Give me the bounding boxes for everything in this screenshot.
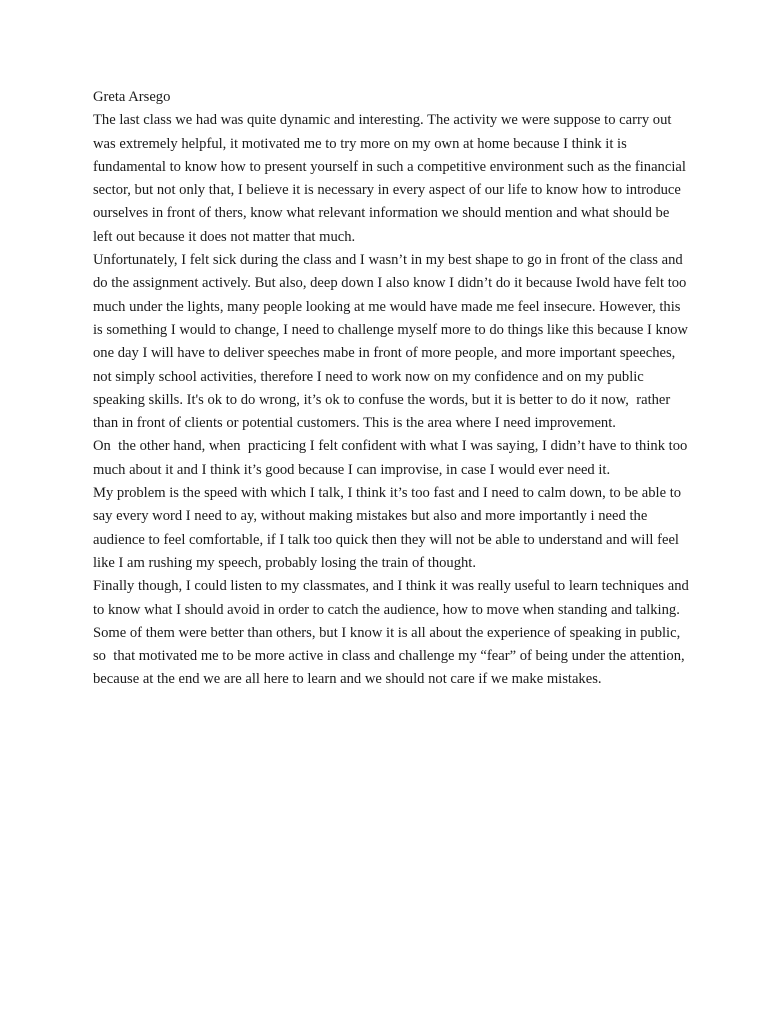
text-line: Unfortunately, I felt sick during the class and I wasn’t in my best shape to go in front of the class and bbox=[93, 252, 683, 269]
text-line: ourselves in front of thers, know what relevant information we should mention and what should be bbox=[93, 205, 670, 222]
text-line: My problem is the speed with which I talk, I think it’s too fast and I need to calm down, to be able to bbox=[93, 485, 682, 502]
text-line: say every word I need to ay, without making mistakes but also and more importantly i need the bbox=[93, 508, 648, 525]
text-line: is something I would to change, I need to challenge myself more to do things like this because I know bbox=[93, 321, 688, 338]
text-line: sector, but not only that, I believe it is necessary in every aspect of our life to know how to introduce bbox=[93, 182, 681, 199]
author-name: Greta Arsego bbox=[93, 89, 171, 105]
document-body bbox=[93, 86, 733, 692]
text-line: fundamental to know how to present yourself in such a competitive environment such as the financial bbox=[93, 158, 686, 175]
text-line: much under the lights, many people looking at me would have made me feel insecure. However, this bbox=[93, 298, 681, 315]
text-line: do the assignment actively. But also, deep down I also know I didn’t do it because Iwold have felt too bbox=[93, 275, 687, 292]
text-line: because at the end we are all here to learn and we should not care if we make mistakes. bbox=[93, 671, 602, 688]
text-line: left out because it does not matter that much. bbox=[93, 228, 356, 245]
text-line: speaking skills. It's ok to do wrong, it’s ok to confuse the words, but it is better to do it now, rather bbox=[93, 391, 671, 408]
text-line: was extremely helpful, it motivated me to try more on my own at home because I think it is bbox=[93, 135, 627, 152]
text-line: than in front of clients or potential customers. This is the area where I need improvement. bbox=[93, 415, 616, 432]
text-line: to know what I should avoid in order to catch the audience, how to move when standing and talking. bbox=[93, 601, 680, 618]
text-line: On the other hand, when practicing I felt confident with what I was saying, I didn’t have to think too bbox=[93, 438, 688, 455]
text-line: Finally though, I could listen to my classmates, and I think it was really useful to learn techniques and bbox=[93, 578, 689, 595]
text-line: not simply school activities, therefore I need to work now on my confidence and on my public bbox=[93, 368, 644, 385]
text-line: much about it and I think it’s good because I can improvise, in case I would ever need it. bbox=[93, 461, 611, 478]
text-line: Some of them were better than others, but I know it is all about the experience of speaking in public, bbox=[93, 624, 681, 641]
text-line: so that motivated me to be more active in class and challenge my “fear” of being under the attention, bbox=[93, 648, 685, 665]
text-line: The last class we had was quite dynamic and interesting. The activity we were suppose to carry out bbox=[93, 112, 672, 129]
text-line: audience to feel comfortable, if I talk too quick then they will not be able to understand and will feel bbox=[93, 531, 679, 548]
text-line: like I am rushing my speech, probably losing the train of thought. bbox=[93, 554, 477, 571]
text-line: one day I will have to deliver speeches mabe in front of more people, and more important speeches, bbox=[93, 345, 676, 362]
